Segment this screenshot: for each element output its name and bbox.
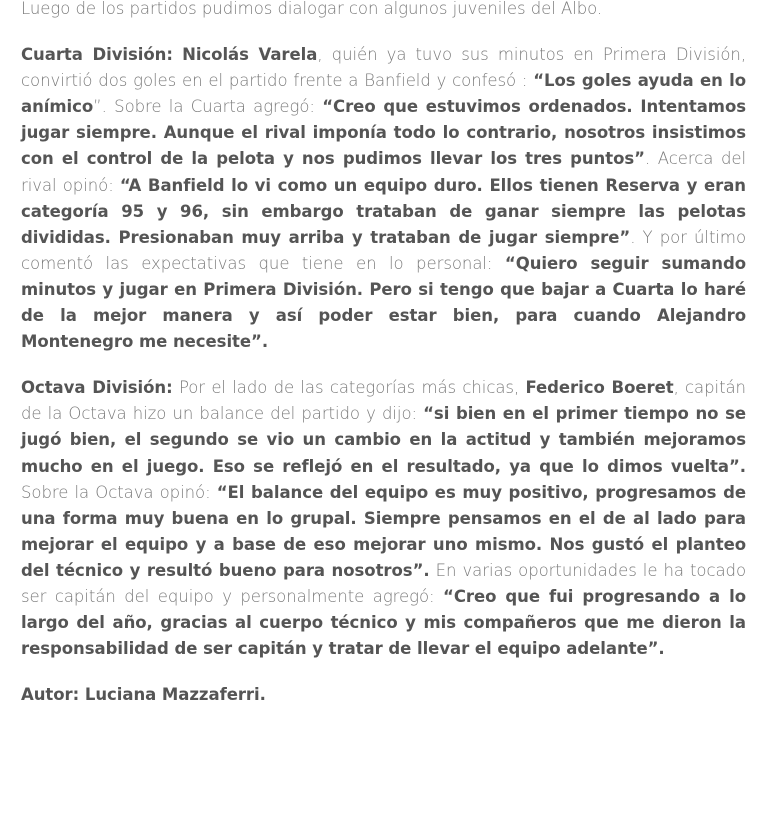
quote: “Creo que estuvimos ordenados. Intentamos jugar siempre. Aunque el rival imponía todo lo contrario, nosotros insistimos con el control de la pelota y nos pudimos llevar los tres puntos” xyxy=(21,97,747,169)
paragraph-text: Por el lado de las categorías más chicas, xyxy=(172,378,526,398)
intro-paragraph xyxy=(21,0,746,22)
cuarta-division-paragraph xyxy=(21,42,746,355)
intro-text: Luego de los partidos pudimos dialogar con algunos juveniles del Albo. xyxy=(21,0,603,18)
quote: “El balance del equipo es muy positivo, progresamos de una forma muy buena en lo grupal. Siempre pensamos en el de al lado para mejorar el equipo y a base de eso mejorar uno mismo. Nos gustó el planteo del técnico y resultó bueno para nosotros”. xyxy=(21,482,746,580)
quote: “Los goles ayuda en lo anímico xyxy=(21,71,746,117)
paragraph-text: , capitán de la Octava hizo un balance del partido y dijo: xyxy=(21,378,746,424)
player-name-varela: Nicolás Varela xyxy=(182,45,318,65)
quote: “A Banfield lo vi como un equipo duro. Ellos tienen Reserva y eran categoría 95 y 96, sin embargo trataban de ganar siempre las pelotas divididas. Presionaban muy arriba y trataban de jugar siempre” xyxy=(21,175,746,247)
author-line xyxy=(21,682,746,708)
quote: “si bien en el primer tiempo no se jugó bien, el segundo se vio un cambio en la actitud y también mejoramos mucho en el juego. Eso se reflejó en el resultado, ya que lo dimos vuelta”. xyxy=(21,404,747,476)
paragraph-text: ”. Sobre la Cuarta agregó: xyxy=(93,97,323,117)
author-name: Autor: Luciana Mazzaferri. xyxy=(21,685,266,705)
paragraph-text: Sobre la Octava opinó: xyxy=(21,482,217,502)
section-label-cuarta: Cuarta División: xyxy=(21,45,173,65)
octava-division-paragraph xyxy=(21,375,746,662)
section-label-octava: Octava División: xyxy=(21,378,173,398)
paragraph-text: . Acerca del rival opinó: xyxy=(21,149,746,195)
player-name-boeret: Federico Boeret xyxy=(525,378,674,398)
quote: “Creo que fui progresando a lo largo del año, gracias al cuerpo técnico y mis compañeros que me dieron la responsabilidad de ser capitán y tratar de llevar el equipo adelante”. xyxy=(21,586,746,659)
paragraph-text: . Y por último comentó las expectativas que tiene en lo personal: xyxy=(21,227,746,273)
quote: “Quiero seguir sumando minutos y jugar en Primera División. Pero si tengo que bajar a Cuarta lo haré de la mejor manera y así poder estar bien, para cuando Alejandro Montenegro me necesite”. xyxy=(21,253,746,352)
paragraph-text: En varias oportunidades le ha tocado ser capitán del equipo y personalmente agregó: xyxy=(21,560,747,606)
paragraph-text: , quién ya tuvo sus minutos en Primera División, convirtió dos goles en el partido frente a Banfield y confesó : xyxy=(21,45,747,91)
